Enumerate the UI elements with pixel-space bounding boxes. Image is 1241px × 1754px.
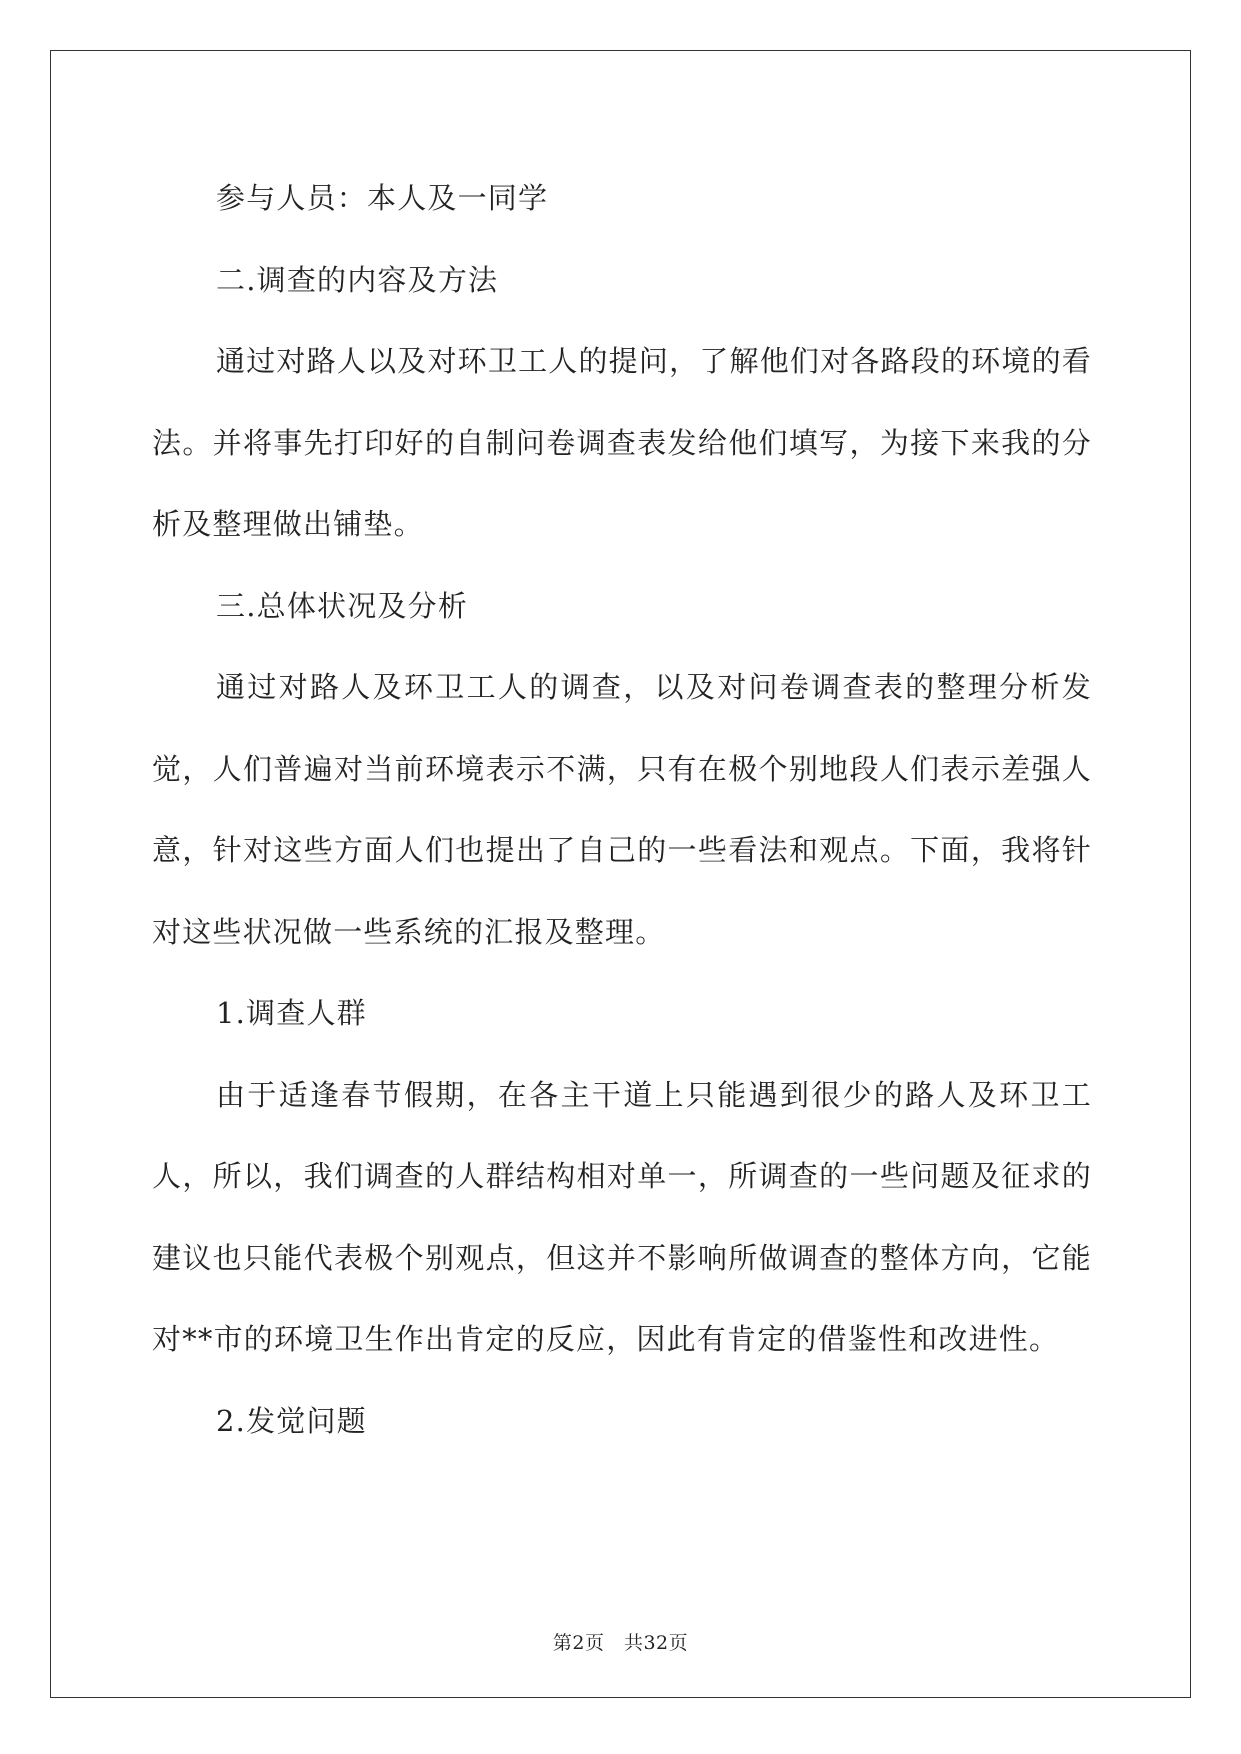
document-body bbox=[152, 158, 1092, 1462]
paragraph-analysis: 通过对路人及环卫工人的调查，以及对问卷调查表的整理分析发觉，人们普遍对当前环境表示不满，只有在极个别地段人们表示差强人意，针对这些方面人们也提出了自己的一些看法和观点。下面，我将针对这些状况做一些系统的汇报及整理。 bbox=[152, 670, 1092, 949]
page-footer: 第2页 共32页 bbox=[552, 1632, 689, 1654]
participants-line: 参与人员：本人及一同学 bbox=[216, 181, 549, 215]
subheading-survey-population: 1.调查人群 bbox=[216, 996, 367, 1030]
section-heading-overall-analysis: 三.总体状况及分析 bbox=[216, 588, 469, 623]
paragraph-population: 由于适逢春节假期，在各主干道上只能遇到很少的路人及环卫工人，所以，我们调查的人群结构相对单一，所调查的一些问题及征求的建议也只能代表极个别观点，但这并不影响所做调查的整体方向，它能对**市的环境卫生作出肯定的反应，因此有肯定的借鉴性和改进性。 bbox=[152, 1077, 1092, 1356]
subheading-problems-found: 2.发觉问题 bbox=[216, 1403, 367, 1438]
paragraph-method: 通过对路人以及对环卫工人的提问，了解他们对各路段的环境的看法。并将事先打印好的自制问卷调查表发给他们填写，为接下来我的分析及整理做出铺垫。 bbox=[152, 344, 1092, 541]
section-heading-content-method: 二.调查的内容及方法 bbox=[216, 262, 499, 297]
